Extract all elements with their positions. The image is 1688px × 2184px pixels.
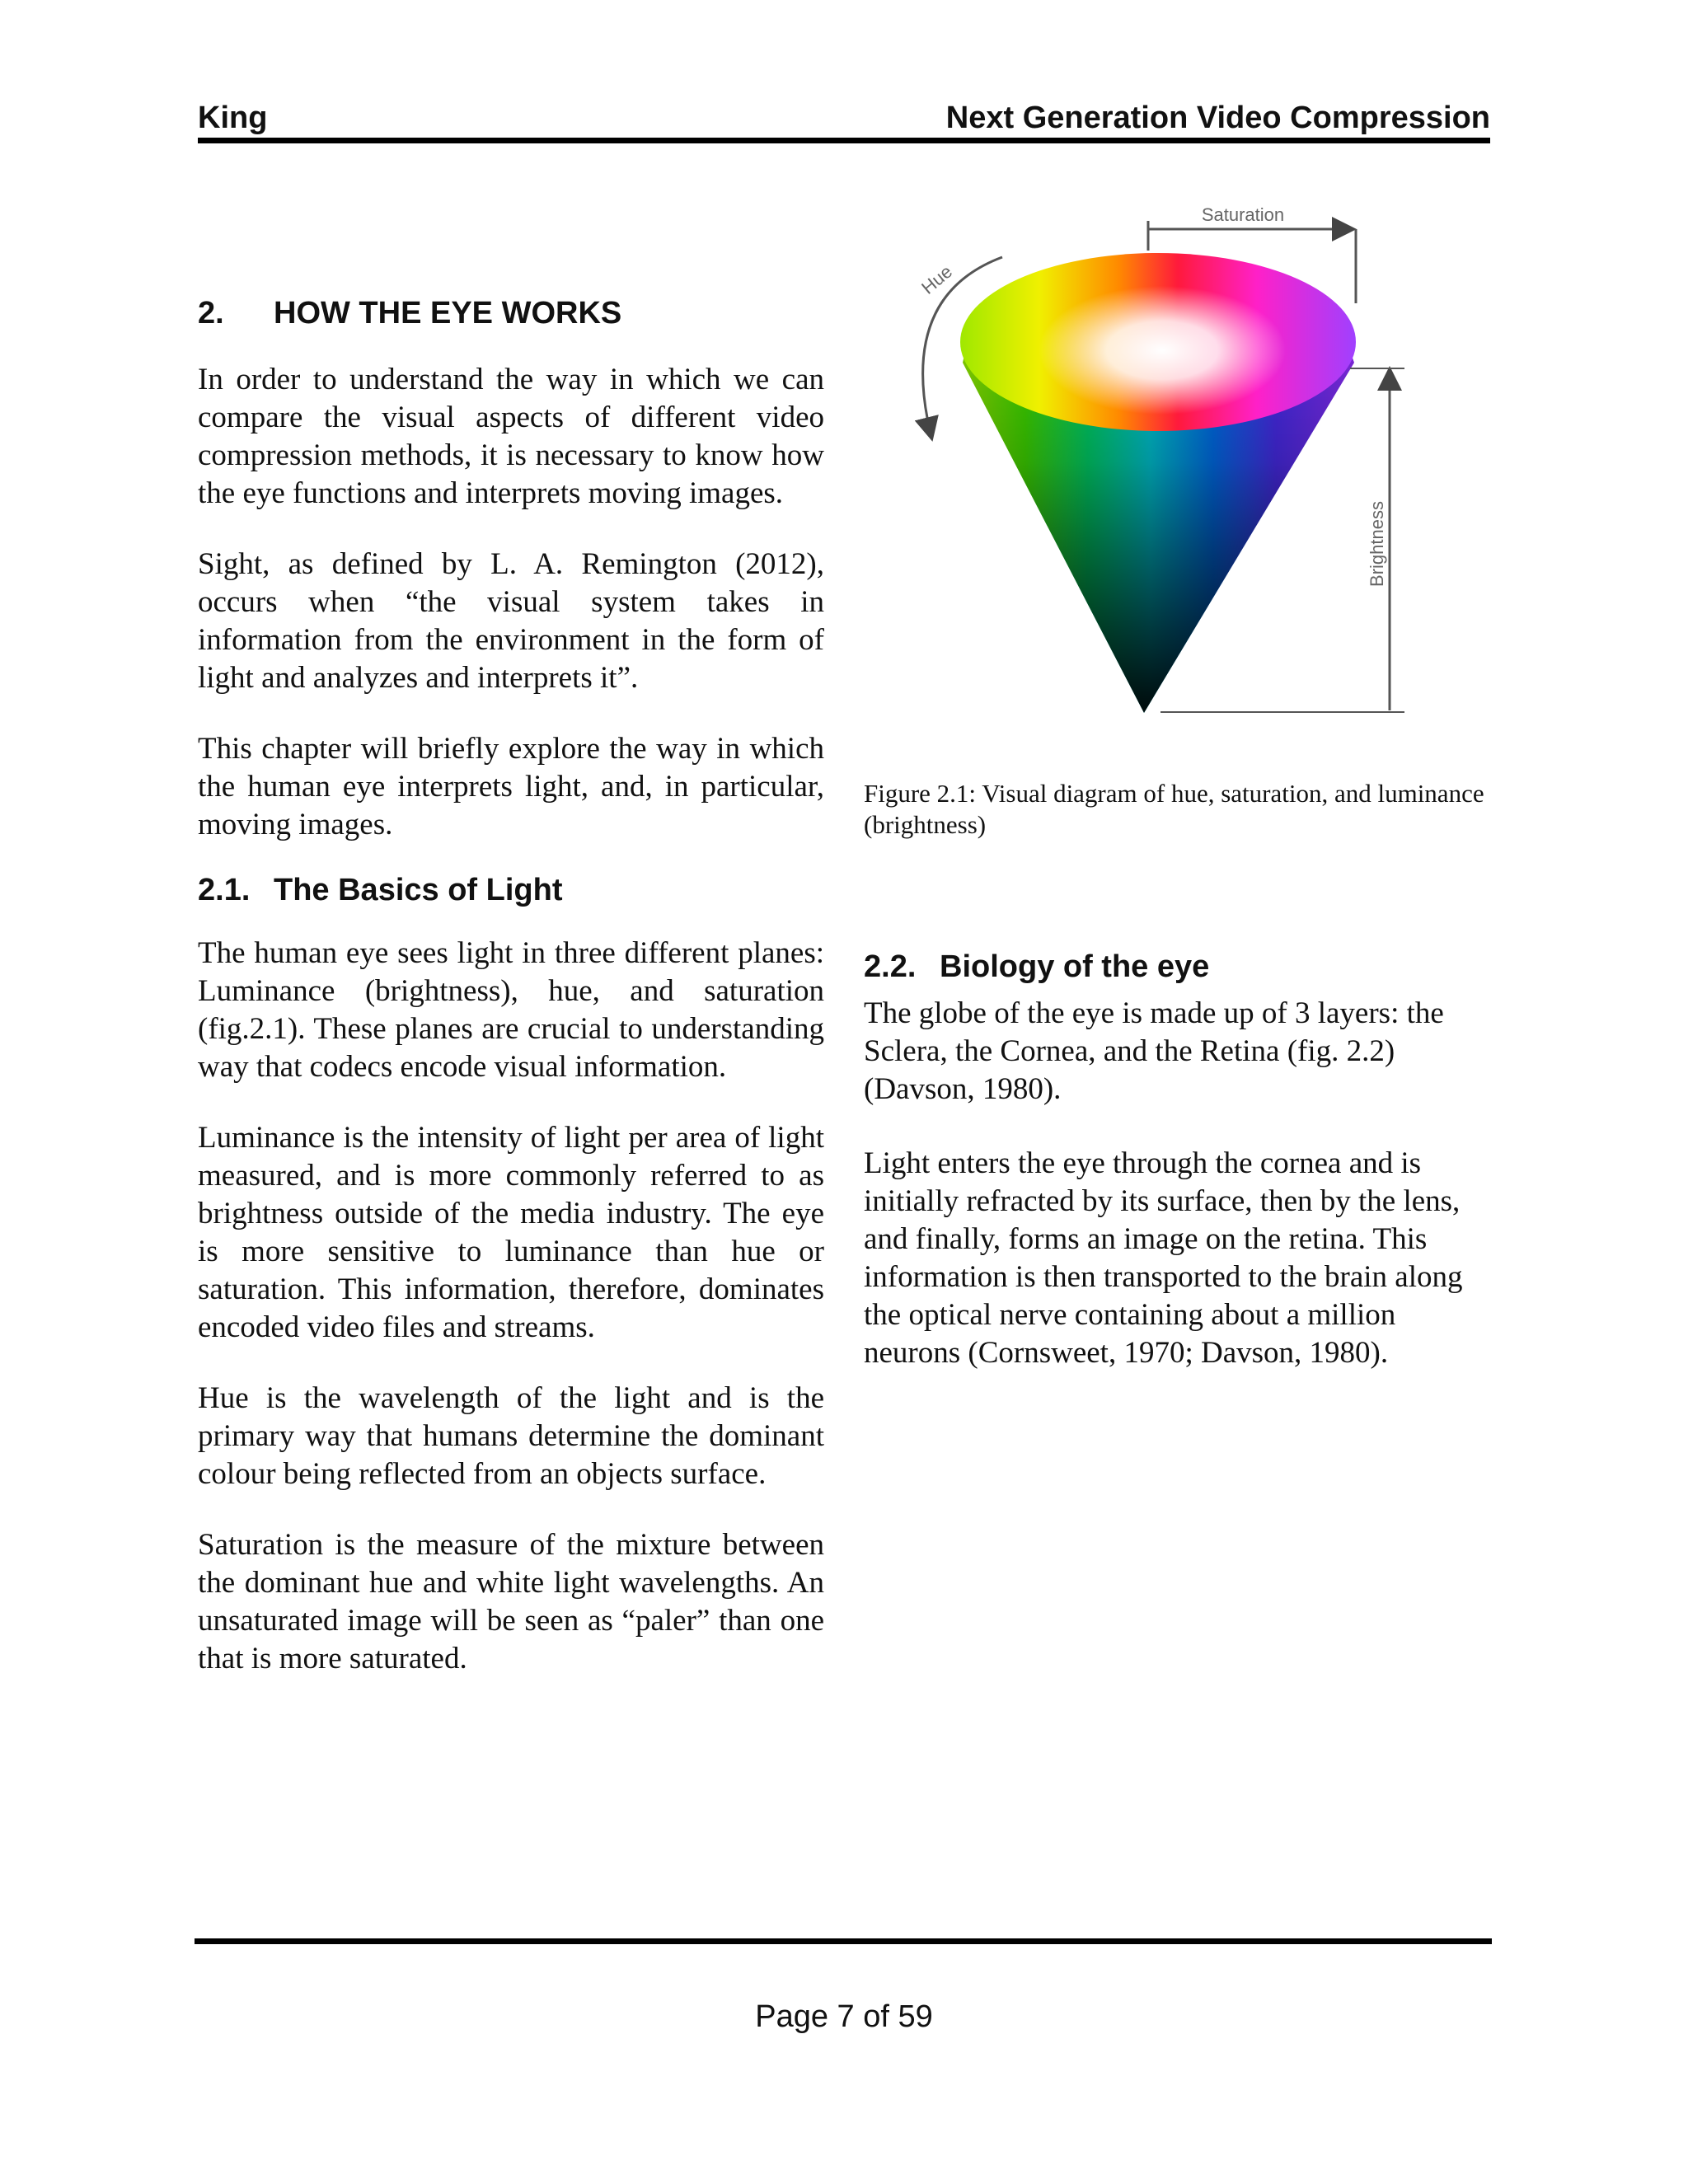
paragraph: Light enters the eye through the cornea and is initially refracted by its surface, then by the lens, and finally, forms an image on the retina. This information is then transported to the brain along the optical nerve containing about a million neurons (Cornsweet, 1970; Davson, 1980).: [864, 1146, 1463, 1370]
paragraph: Hue is the wavelength of the light and is the primary way that humans determine the dominant colour being reflected from an objects surface.: [198, 1381, 824, 1491]
section-2-heading: [198, 288, 824, 338]
section-2-2-title: Biology of the eye: [940, 949, 1210, 984]
header-rule: [198, 138, 1490, 143]
header-title: Next Generation Video Compression: [945, 101, 1490, 135]
paragraph: Saturation is the measure of the mixture between the dominant hue and white light wavelengths. An unsaturated image will be seen as “paler” than one that is more saturated.: [198, 1528, 824, 1675]
hsv-cone-diagram: [864, 198, 1457, 742]
paragraph: Sight, as defined by L. A. Remington (2012), occurs when “the visual system takes in information from the environment in the form of light and analyzes and interprets it”.: [198, 547, 824, 695]
section-2-title: HOW THE EYE WORKS: [274, 296, 622, 330]
paragraph: Luminance is the intensity of light per area of light measured, and is more commonly referred to as brightness outside of the media industry. The eye is more sensitive to luminance than hue or saturation. This information, therefore, dominates encoded video files and streams.: [198, 1121, 824, 1344]
saturation-label: Saturation: [1201, 204, 1285, 225]
paragraph: The human eye sees light in three different planes: Luminance (brightness), hue, and saturation (fig.2.1). These planes are crucial to understanding way that codecs encode visual information.: [198, 936, 824, 1084]
hsv-cone-figure: [864, 198, 1457, 742]
brightness-label: Brightness: [1367, 501, 1387, 587]
page-number: Page 7 of 59: [755, 1999, 933, 2034]
section-2-1-number: 2.1.: [198, 873, 251, 907]
section-2-number: 2.: [198, 296, 224, 330]
figure-caption: Figure 2.1: Visual diagram of hue, saturation, and luminance (brightness): [864, 779, 1484, 839]
left-column: [198, 288, 824, 1678]
running-header: [198, 97, 1490, 138]
paragraph: In order to understand the way in which we can compare the visual aspects of different video compression methods, it is necessary to know how the eye functions and interprets moving images.: [198, 363, 824, 510]
paragraph: This chapter will briefly explore the way in which the human eye interprets light, and, in particular, moving images.: [198, 732, 824, 841]
cone-white-center: [1039, 286, 1286, 415]
section-2-1-heading: [198, 865, 824, 915]
paragraph: The globe of the eye is made up of 3 layers: the Sclera, the Cornea, and the Retina (fig. 2.2) (Davson, 1980).: [864, 996, 1444, 1106]
section-2-2-heading: [864, 942, 1490, 991]
section-2-1-title: The Basics of Light: [274, 873, 563, 907]
right-column: [864, 942, 1490, 1372]
footer-rule: [195, 1938, 1492, 1944]
hue-label: Hue: [917, 260, 957, 298]
section-2-2-number: 2.2.: [864, 949, 917, 984]
header-author: King: [198, 101, 268, 135]
